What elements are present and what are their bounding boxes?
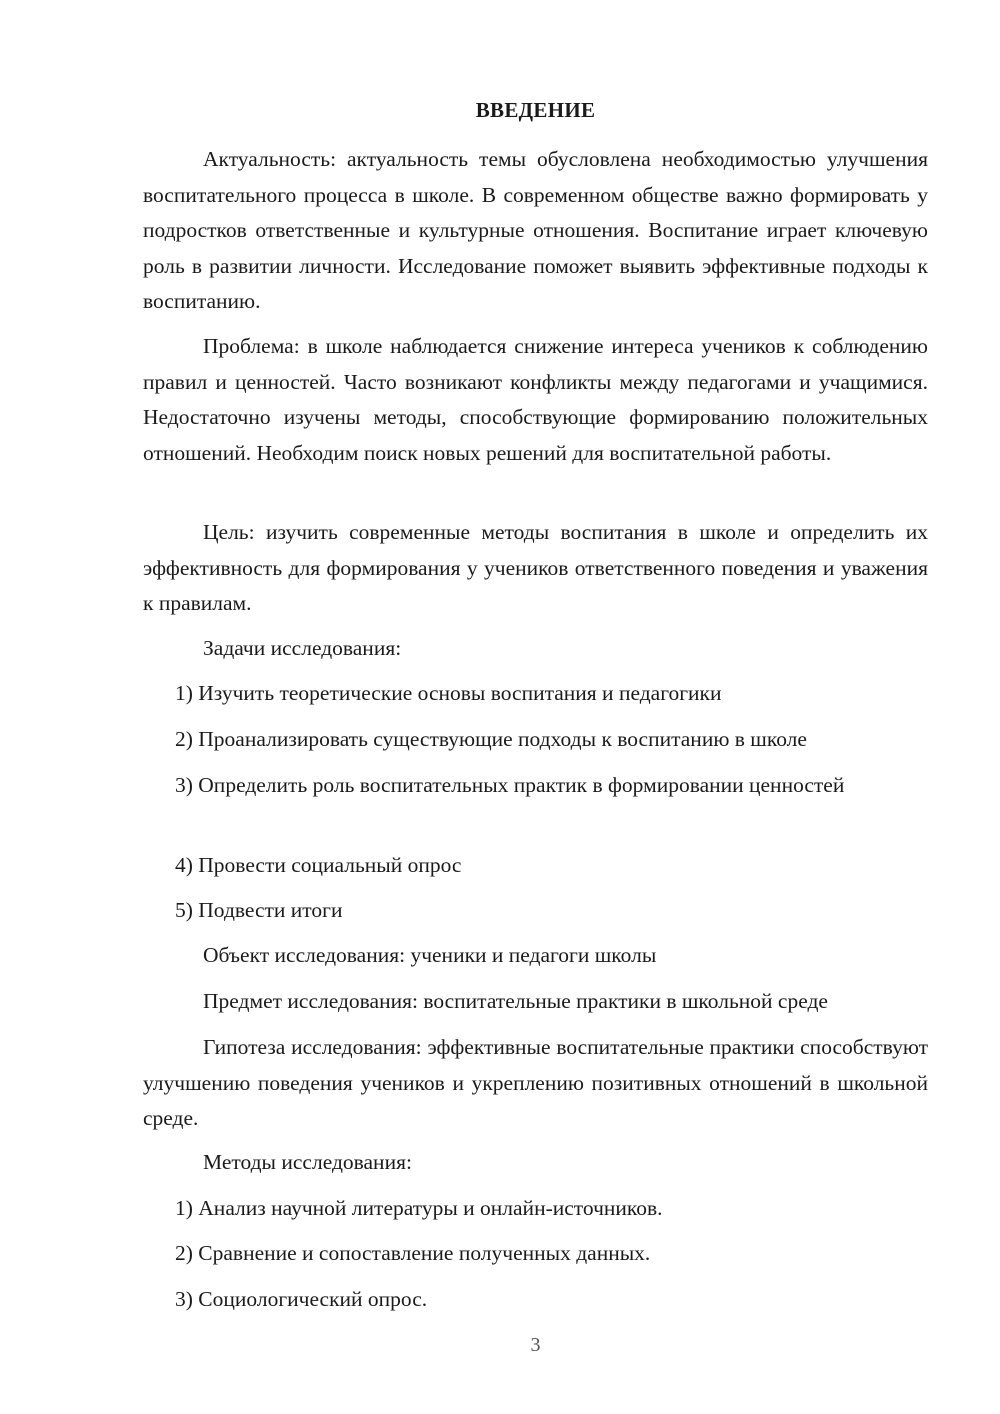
method-item: 1) Анализ научной литературы и онлайн-источников. [175,1196,663,1220]
page-number: 3 [530,1334,541,1356]
goal-paragraph: Цель: изучить современные методы воспитания в школе и определить их эффективность для формирования у учеников ответственного поведения и уважения к правилам. [143,520,928,615]
task-item: 4) Провести социальный опрос [175,853,462,877]
task-item: 2) Проанализировать существующие подходы к воспитанию в школе [175,727,807,751]
tasks-title: Задачи исследования: [203,636,402,660]
method-item: 3) Социологический опрос. [175,1287,428,1311]
task-item: 5) Подвести итоги [175,898,343,922]
task-item: 3) Определить роль воспитательных практик в формировании ценностей [175,773,845,797]
research-subject: Предмет исследования: воспитательные практики в школьной среде [203,989,828,1013]
methods-title: Методы исследования: [203,1150,412,1174]
research-object: Объект исследования: ученики и педагоги школы [203,943,657,967]
method-item: 2) Сравнение и сопоставление полученных данных. [175,1241,651,1265]
problem-paragraph: Проблема: в школе наблюдается снижение интереса учеников к соблюдению правил и ценностей. Часто возникают конфликты между педагогами и учащимися. Недостаточно изучены методы, способствующие формированию положительных отношений. Необходим поиск новых решений для воспитательной работы. [143,334,928,465]
relevance-paragraph: Актуальность: актуальность темы обусловлена необходимостью улучшения воспитательного процесса в школе. В современном обществе важно формировать у подростков ответственные и культурные отношения. Воспитание играет ключевую роль в развитии личности. Исследование поможет выявить эффективные подходы к воспитанию. [143,147,928,313]
page-title: ВВЕДЕНИЕ [475,98,596,122]
hypothesis-paragraph: Гипотеза исследования: эффективные воспитательные практики способствуют улучшению поведения учеников и укреплению позитивных отношений в школьной среде. [143,1035,928,1130]
task-item: 1) Изучить теоретические основы воспитания и педагогики [175,681,722,705]
